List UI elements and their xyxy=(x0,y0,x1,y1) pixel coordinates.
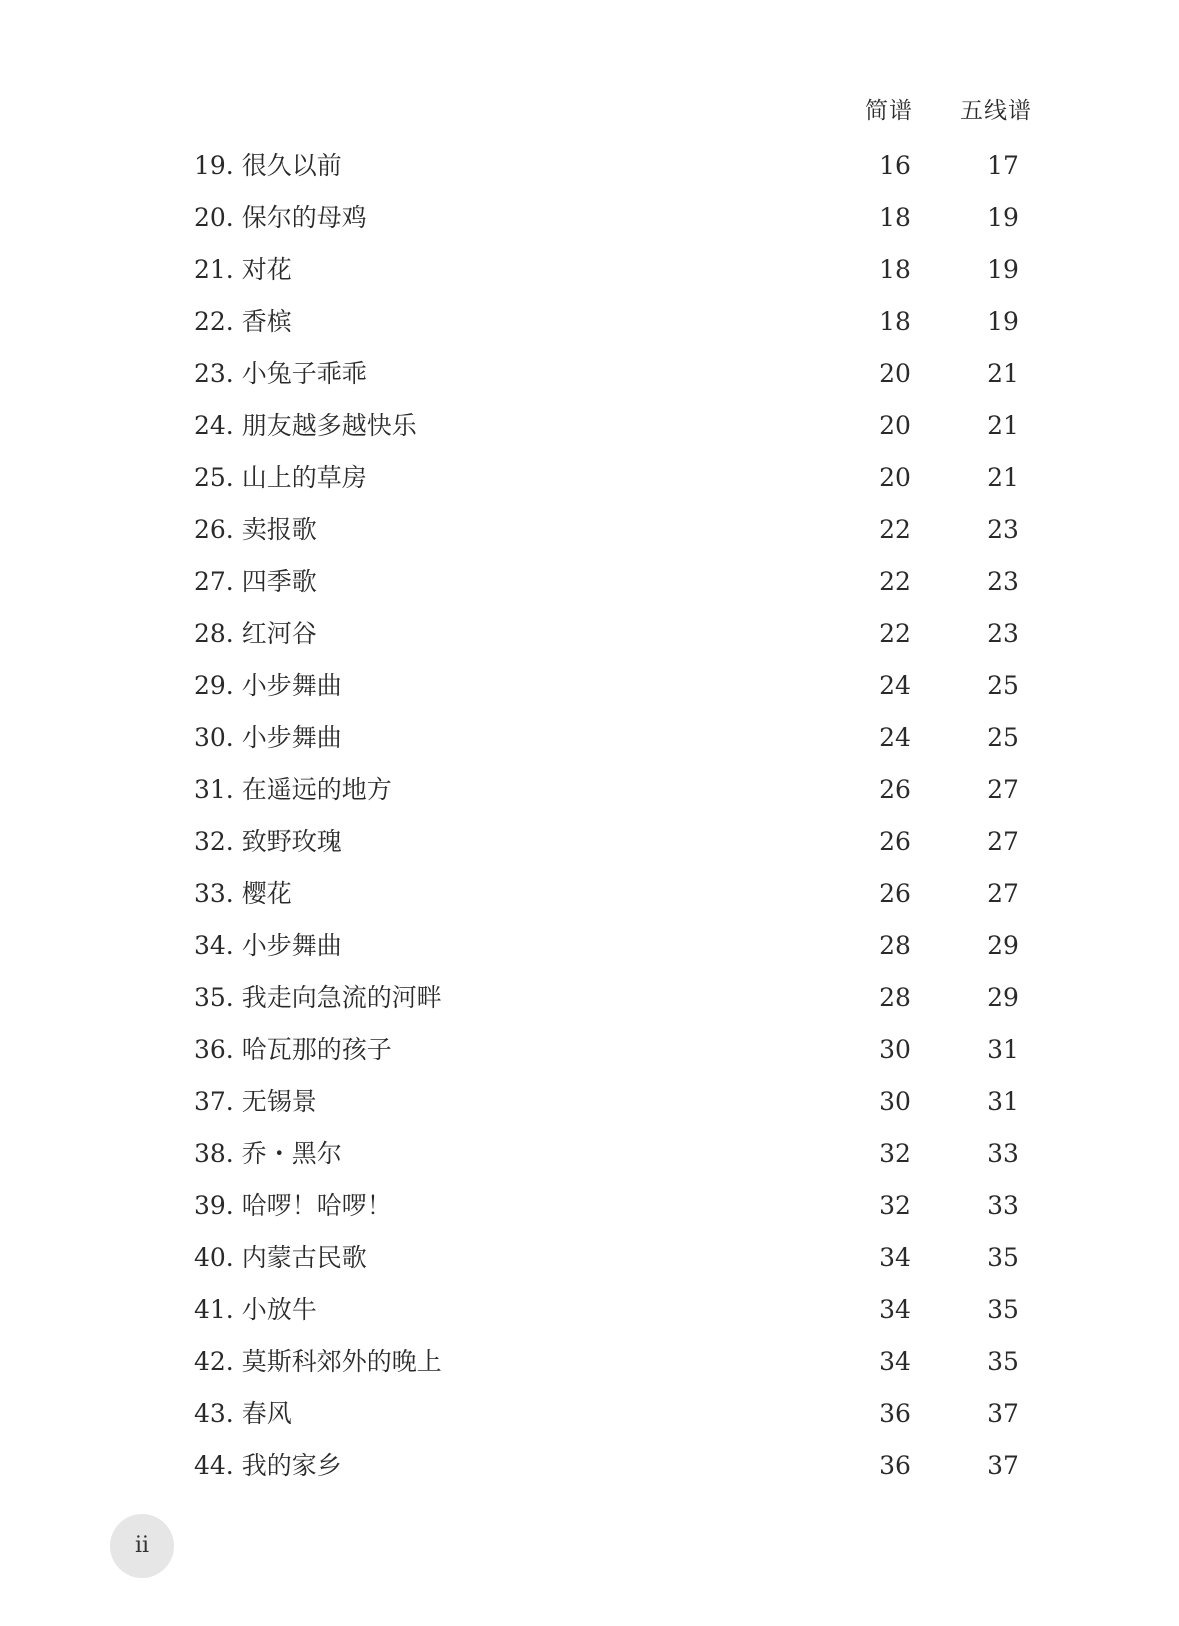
toc-entry-wuxianpu-page: 19 xyxy=(987,307,1019,336)
toc-entry[interactable] xyxy=(0,1128,1179,1180)
toc-entry-wuxianpu-page: 31 xyxy=(987,1035,1019,1064)
toc-entry[interactable] xyxy=(0,296,1179,348)
toc-entry-wuxianpu-page: 23 xyxy=(987,567,1019,596)
toc-entry-jianpu-page: 24 xyxy=(879,671,911,700)
toc-entry-title: 30. 小步舞曲 xyxy=(194,723,342,752)
toc-entry-wuxianpu-page: 27 xyxy=(987,827,1019,856)
toc-entry-jianpu-page: 20 xyxy=(879,359,911,388)
toc-entry[interactable] xyxy=(0,972,1179,1024)
toc-entry-wuxianpu-page: 21 xyxy=(987,359,1019,388)
toc-entry-title: 31. 在遥远的地方 xyxy=(194,775,392,804)
toc-entry-wuxianpu-page: 25 xyxy=(987,671,1019,700)
toc-entry[interactable] xyxy=(0,660,1179,712)
toc-entry[interactable] xyxy=(0,556,1179,608)
toc-entry[interactable] xyxy=(0,1336,1179,1388)
toc-entry-title: 36. 哈瓦那的孩子 xyxy=(194,1035,392,1064)
toc-entry-jianpu-page: 18 xyxy=(879,255,911,284)
toc-entry-title: 32. 致野玫瑰 xyxy=(194,827,342,856)
toc-entry[interactable] xyxy=(0,348,1179,400)
toc-entry-wuxianpu-page: 35 xyxy=(987,1243,1019,1272)
column-header-jianpu: 简谱 xyxy=(865,98,913,124)
toc-entry[interactable] xyxy=(0,1440,1179,1492)
toc-entry-title: 26. 卖报歌 xyxy=(194,515,317,544)
toc-entry-jianpu-page: 18 xyxy=(879,307,911,336)
toc-entry-title: 43. 春风 xyxy=(194,1399,292,1428)
toc-entry-title: 35. 我走向急流的河畔 xyxy=(194,983,442,1012)
page-number-badge: ii xyxy=(110,1514,174,1578)
toc-entry-jianpu-page: 32 xyxy=(879,1139,911,1168)
toc-entry-wuxianpu-page: 25 xyxy=(987,723,1019,752)
toc-entry[interactable] xyxy=(0,1024,1179,1076)
toc-entry[interactable] xyxy=(0,1388,1179,1440)
toc-entry[interactable] xyxy=(0,140,1179,192)
toc-entry-jianpu-page: 26 xyxy=(879,775,911,804)
toc-entry-jianpu-page: 22 xyxy=(879,619,911,648)
toc-entry-jianpu-page: 16 xyxy=(879,151,911,180)
toc-entry-wuxianpu-page: 37 xyxy=(987,1451,1019,1480)
toc-entry-wuxianpu-page: 37 xyxy=(987,1399,1019,1428)
toc-entry-wuxianpu-page: 35 xyxy=(987,1295,1019,1324)
toc-entry-wuxianpu-page: 29 xyxy=(987,983,1019,1012)
toc-entry-jianpu-page: 36 xyxy=(879,1451,911,1480)
toc-entry-jianpu-page: 28 xyxy=(879,931,911,960)
toc-entry[interactable] xyxy=(0,452,1179,504)
toc-entry-jianpu-page: 22 xyxy=(879,515,911,544)
toc-list xyxy=(0,140,1179,1492)
toc-entry[interactable] xyxy=(0,608,1179,660)
toc-entry[interactable] xyxy=(0,192,1179,244)
toc-entry-title: 41. 小放牛 xyxy=(194,1295,317,1324)
toc-entry-wuxianpu-page: 23 xyxy=(987,515,1019,544)
toc-entry-title: 40. 内蒙古民歌 xyxy=(194,1243,367,1272)
toc-entry-title: 28. 红河谷 xyxy=(194,619,317,648)
toc-entry-jianpu-page: 32 xyxy=(879,1191,911,1220)
toc-entry-title: 20. 保尔的母鸡 xyxy=(194,203,367,232)
toc-entry-title: 34. 小步舞曲 xyxy=(194,931,342,960)
toc-entry[interactable] xyxy=(0,1284,1179,1336)
toc-entry-title: 23. 小兔子乖乖 xyxy=(194,359,367,388)
toc-entry-wuxianpu-page: 21 xyxy=(987,463,1019,492)
toc-column-headers xyxy=(0,92,1179,132)
toc-entry[interactable] xyxy=(0,816,1179,868)
toc-entry-wuxianpu-page: 33 xyxy=(987,1191,1019,1220)
column-header-wuxianpu: 五线谱 xyxy=(960,98,1032,124)
toc-entry[interactable] xyxy=(0,1232,1179,1284)
toc-entry-jianpu-page: 30 xyxy=(879,1087,911,1116)
toc-entry-title: 38. 乔・黑尔 xyxy=(194,1139,342,1168)
toc-entry-wuxianpu-page: 35 xyxy=(987,1347,1019,1376)
toc-entry[interactable] xyxy=(0,868,1179,920)
toc-entry-jianpu-page: 34 xyxy=(879,1295,911,1324)
toc-entry-jianpu-page: 28 xyxy=(879,983,911,1012)
toc-entry[interactable] xyxy=(0,712,1179,764)
toc-entry-wuxianpu-page: 23 xyxy=(987,619,1019,648)
toc-entry-wuxianpu-page: 27 xyxy=(987,879,1019,908)
toc-entry[interactable] xyxy=(0,244,1179,296)
toc-entry[interactable] xyxy=(0,1076,1179,1128)
toc-entry-jianpu-page: 26 xyxy=(879,879,911,908)
toc-entry-title: 25. 山上的草房 xyxy=(194,463,367,492)
toc-entry-jianpu-page: 34 xyxy=(879,1243,911,1272)
toc-entry[interactable] xyxy=(0,504,1179,556)
toc-entry-wuxianpu-page: 29 xyxy=(987,931,1019,960)
toc-entry-wuxianpu-page: 17 xyxy=(987,151,1019,180)
toc-entry[interactable] xyxy=(0,400,1179,452)
toc-entry-wuxianpu-page: 19 xyxy=(987,255,1019,284)
toc-entry[interactable] xyxy=(0,1180,1179,1232)
toc-entry-jianpu-page: 24 xyxy=(879,723,911,752)
toc-entry-jianpu-page: 18 xyxy=(879,203,911,232)
toc-entry-title: 27. 四季歌 xyxy=(194,567,317,596)
toc-entry-title: 37. 无锡景 xyxy=(194,1087,317,1116)
toc-entry-wuxianpu-page: 31 xyxy=(987,1087,1019,1116)
toc-entry-wuxianpu-page: 27 xyxy=(987,775,1019,804)
toc-entry-title: 21. 对花 xyxy=(194,255,292,284)
toc-entry-title: 42. 莫斯科郊外的晚上 xyxy=(194,1347,442,1376)
toc-entry-jianpu-page: 30 xyxy=(879,1035,911,1064)
toc-entry-title: 22. 香槟 xyxy=(194,307,292,336)
toc-entry-jianpu-page: 20 xyxy=(879,463,911,492)
toc-entry[interactable] xyxy=(0,920,1179,972)
toc-entry-jianpu-page: 22 xyxy=(879,567,911,596)
toc-entry-jianpu-page: 36 xyxy=(879,1399,911,1428)
toc-entry-title: 24. 朋友越多越快乐 xyxy=(194,411,417,440)
toc-entry-wuxianpu-page: 33 xyxy=(987,1139,1019,1168)
toc-entry-title: 33. 樱花 xyxy=(194,879,292,908)
toc-entry-title: 19. 很久以前 xyxy=(194,151,342,180)
toc-entry-jianpu-page: 26 xyxy=(879,827,911,856)
toc-entry-title: 44. 我的家乡 xyxy=(194,1451,342,1480)
toc-entry-title: 29. 小步舞曲 xyxy=(194,671,342,700)
toc-entry-title: 39. 哈啰！哈啰！ xyxy=(194,1191,392,1220)
toc-entry-wuxianpu-page: 21 xyxy=(987,411,1019,440)
toc-entry-jianpu-page: 34 xyxy=(879,1347,911,1376)
toc-entry-wuxianpu-page: 19 xyxy=(987,203,1019,232)
toc-entry[interactable] xyxy=(0,764,1179,816)
toc-entry-jianpu-page: 20 xyxy=(879,411,911,440)
